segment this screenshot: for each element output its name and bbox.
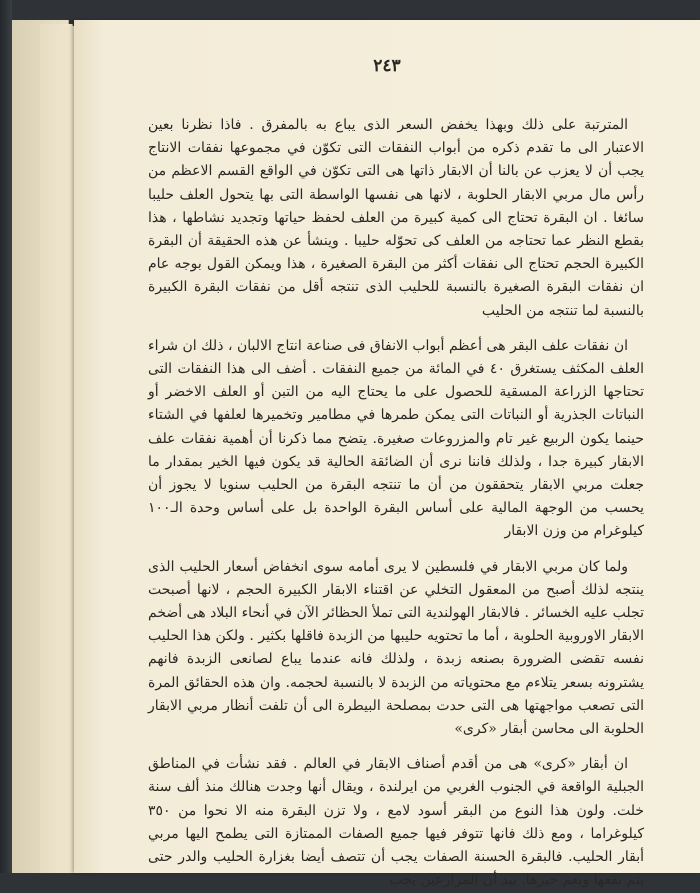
book-binding — [0, 0, 12, 873]
paragraph: ان نفقات علف البقر هى أعظم أبواب الانفاق فى صناعة انتاج الالبان ، ذلك ان شراء العلف المكثف يستغرق ٤٠ في المائة من جميع النفقات . أضف الى هذا النفقات التى تحتاجها الزراعة المسقية للحصول على ما يحتاج اليه من التبن أو العلف الاخضر أو النباتات الجذرية أو النباتات التى يمكن طمرها في مطامير وتخميرها لعلفها في الشتاء حينما يكون الربيع غير تام والمزروعات صغيرة. يتضح مما ذكرنا أن أهمية نفقات علف الابقار كبيرة جدا ، ولذلك فاننا نرى أن الضائقة الحالية قد يكون فيها الخير بمقدار ما جعلت مربي الابقار يتحققون من أن ما تنتجه البقرة من الحليب سنويا لا يجوز أن يحسب من الوجهة المالية على أساس البقرة الواحدة بل على أساس وحدة الـ١٠٠ كيلوغرام من وزن الابقار — [148, 337, 645, 540]
page-body — [148, 114, 644, 893]
paragraph: المترتبة على ذلك وبهذا يخفض السعر الذى يباع به بالمفرق . فاذا نظرنا بعين الاعتبار الى ما تقدم ذكره من أبواب النفقات التى تكوّن في مجموعها نفقات الانتاج يجب أن لا يعزب عن بالنا أن الابقار ذاتها هى التى تكوّن في الواقع القسم الاعظم من رأس مال مربي الابقار الحلوبة ، لانها هى نفسها الواسطة التى بها يتحول العلف حليبا سائغا . ان البقرة تحتاج الى كمية كبيرة من العلف لحفظ حياتها وتجديد نشاطها ، هذا بقطع النظر عما تحتاجه من العلف كى تحوّله حليبا . وينشأ عن هذه الحقيقة أن البقرة الكبيرة الحجم تحتاج الى نفقات أكثر من البقرة الصغيرة ، هذا ويمكن القول بوجه عام ان نفقات البقرة الصغيرة بالنسبة للحليب الذى تنتجه أقل من نفقات البقرة الكبيرة بالنسبة لما تنتجه من الحليب — [148, 117, 644, 319]
page-number: ٢٤٣ — [373, 56, 401, 76]
book-page — [74, 20, 700, 889]
paragraph: ان أبقار «كرى» هى من أقدم أصناف الابقار في العالم . فقد نشأت في المناطق الجبلية الواقعة في الجنوب الغربي من ايرلندة ، ويقال أنها وجدت هنالك منذ ألف سنة خلت. ولون هذا النوع من البقر أسود لامع ، ولا تزن البقرة منه الا نحوا من ٣٥٠ كيلوغراما ، ومع ذلك فانها تتوفر فيها جميع الصفات الممتازة التى يطمح اليها مربي أبقار الحليب. فالبقرة الحسنة الصفات يجب أن تتصف أيضا بغزارة الحليب والدر حتى يتم نفعها ويعم خيرها. بيد أن المزارعين يجب — [148, 756, 644, 889]
paragraph: ولما كان مربي الابقار في فلسطين لا يرى أمامه سوى انخفاض أسعار الحليب الذى ينتجه لذلك أصبح من المعقول التخلي عن اقتناء الابقار الكبيرة الحجم ، لانها أصبحت تجلب عليه الخسائر . فالابقار الهولندية التى تملأ الحظائر الآن في أنحاء البلاد هى أضخم الابقار الاوروبية الحلوبة ، أما ما تحتويه حليبها من الزبدة فاقلها بكثير . ولكن هذا الحليب نفسه تقضى الضرورة بصنعه زبدة ، ولذلك فانه عندما يباع لصانعى الزبدة فانهم يشترونه بسعر يتلاءم مع محتوياته من الزبدة لا بالنسبة لحجمه. وان هذه الحقائق المرة التى تصعب مواجهتها هى التى حدت بمصلحة البيطرة الى أن تلفت أنظار مربي الابقار الحلوبة الى محاسن أبقار «كرى» — [148, 558, 644, 738]
